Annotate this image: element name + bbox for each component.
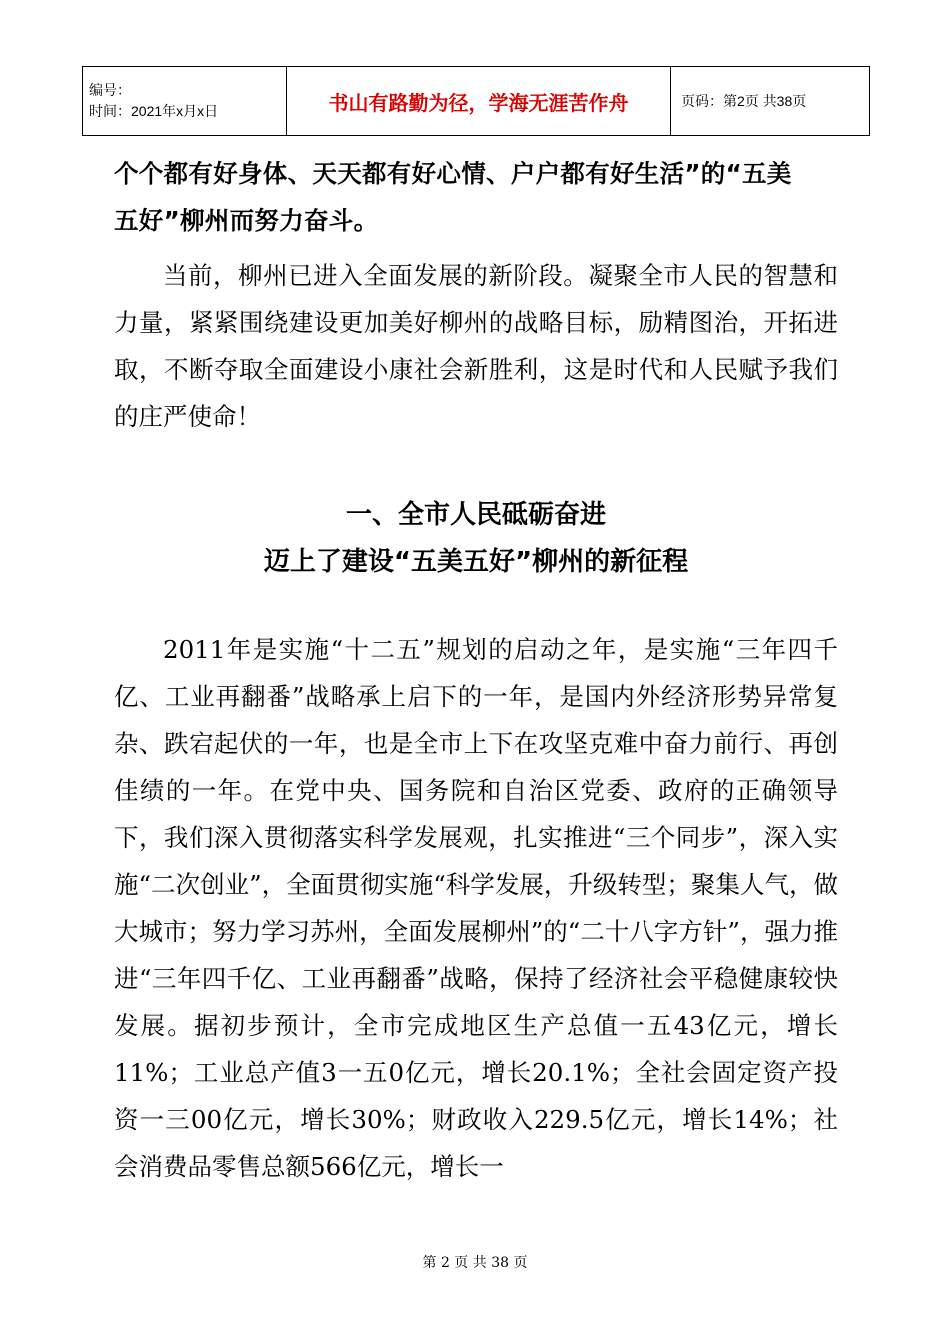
intro-line-1: 个个都有好身体、天天都有好心情、户户都有好生活”的“五美	[114, 159, 792, 188]
body-paragraph: 2011年是实施“十二五”规划的启动之年，是实施“三年四千亿、工业再翻番”战略承上启下的一年，是国内外经济形势异常复杂、跌宕起伏的一年，也是全市上下在攻坚克难中奋力前行、再创佳绩的一年。在党中央、国务院和自治区党委、政府的正确领导下，我们深入贯彻落实科学发展观，扎实推进“三个同步”，深入实施“二次创业”，全面贯彻实施“科学发展，升级转型；聚集人气，做大城市；努力学习苏州，全面发展柳州”的“二十八字方针”，强力推进“三年四千亿、工业再翻番”战略，保持了经济社会平稳健康较快发展。据初步预计，全市完成地区生产总值一五43亿元，增长11%；工业总产值3一五0亿元，增长20.1%；全社会固定资产投资一三00亿元，增长30%；财政收入229.5亿元，增长14%；社会消费品零售总额566亿元，增长一	[114, 635, 838, 1181]
document-body	[114, 150, 838, 1190]
header-table	[82, 66, 870, 136]
header-page-code: 页码：第2页 共38页	[671, 67, 870, 136]
document-number-label: 编号：	[89, 82, 131, 98]
section-body	[114, 626, 838, 1190]
intro-line-2: 五好”柳州而努力奋斗。	[114, 206, 379, 235]
document-date-label: 时间：2021年x月x日	[89, 103, 219, 119]
header-motto: 书山有路勤为径，学海无涯苦作舟	[287, 67, 671, 136]
page-footer: 第 2 页 共 38 页	[422, 1255, 528, 1271]
section-heading	[114, 492, 838, 586]
intro-paragraph: 当前，柳州已进入全面发展的新阶段。凝聚全市人民的智慧和力量，紧紧围绕建设更加美好柳州的战略目标，励精图治，开拓进取，不断夺取全面建设小康社会新胜利，这是时代和人民赋予我们的庄严使命！	[114, 261, 838, 431]
section-title-line-1: 一、全市人民砥砺奋进	[345, 500, 606, 530]
section-title-line-2: 迈上了建设“五美五好”柳州的新征程	[263, 547, 689, 577]
header-info-cell	[83, 67, 287, 136]
